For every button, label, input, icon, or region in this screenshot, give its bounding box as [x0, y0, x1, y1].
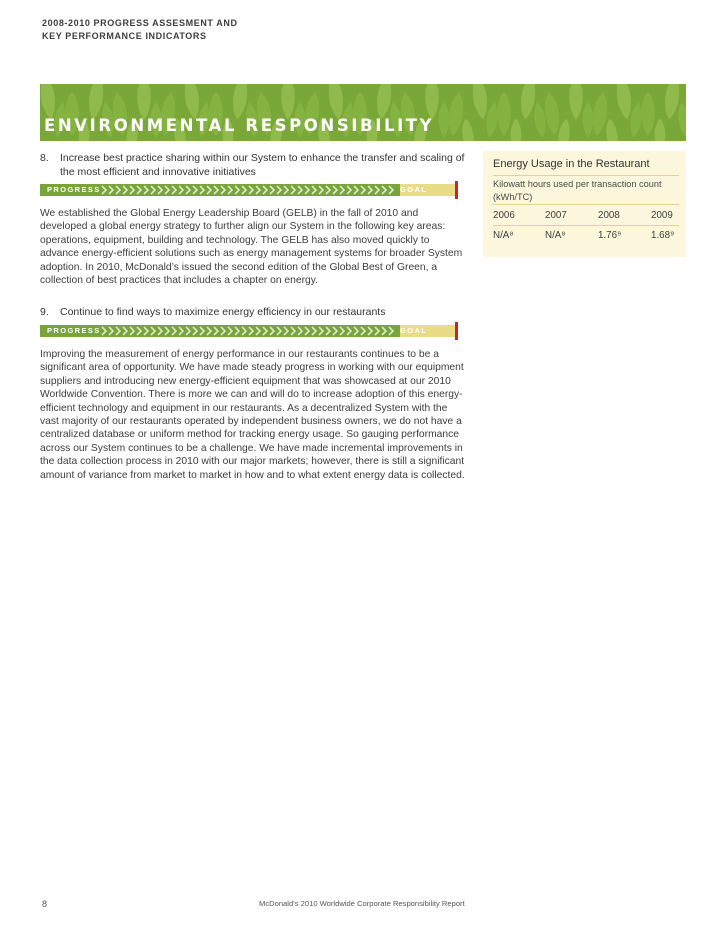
goal-9-title — [40, 305, 470, 319]
chevron-mark — [235, 327, 239, 335]
chevron-mark — [151, 327, 155, 335]
year-cell: 2008 — [598, 210, 620, 221]
leaf-mark — [655, 118, 666, 141]
chevron-mark — [179, 327, 183, 335]
value-cell: N/A⁸ — [545, 230, 566, 241]
leaf-mark — [281, 84, 295, 120]
chevron-mark — [340, 186, 344, 194]
goal-9-number: 9. — [40, 306, 49, 318]
chevron-mark — [291, 327, 295, 335]
chevron-mark — [361, 186, 365, 194]
chevron-mark — [298, 327, 302, 335]
leaf-mark — [460, 118, 476, 141]
year-cell: 2006 — [493, 210, 515, 221]
chevron-mark — [221, 186, 225, 194]
leaf-mark — [676, 102, 686, 138]
leaf-mark — [569, 84, 583, 120]
chevron-mark — [305, 327, 309, 335]
chevron-mark — [291, 186, 295, 194]
chevron-pattern-icon — [40, 184, 458, 196]
chevron-mark — [228, 186, 232, 194]
chevron-mark — [151, 186, 155, 194]
chevron-mark — [284, 327, 288, 335]
goal-8-progress-marker — [455, 181, 458, 199]
chevron-mark — [137, 327, 141, 335]
chevron-mark — [375, 186, 379, 194]
chevron-mark — [256, 327, 260, 335]
sidebar-subtitle: Kilowatt hours used per transaction count (kWh/TC) — [493, 179, 662, 202]
chevron-mark — [242, 327, 246, 335]
chevron-mark — [165, 327, 169, 335]
chevron-mark — [382, 186, 386, 194]
value-cell: 1.68⁹ — [651, 230, 675, 241]
goal-8-number: 8. — [40, 152, 49, 164]
leaf-mark — [614, 84, 633, 121]
chevron-mark — [263, 327, 267, 335]
chevron-mark — [319, 186, 323, 194]
chevron-mark — [284, 186, 288, 194]
chevron-mark — [277, 186, 281, 194]
chevron-mark — [249, 186, 253, 194]
chevron-mark — [382, 327, 386, 335]
chevron-mark — [263, 186, 267, 194]
leaf-mark — [137, 84, 151, 120]
chevron-mark — [172, 327, 176, 335]
goal-8-progress-bar — [40, 184, 458, 204]
leaf-mark — [425, 84, 439, 120]
chevron-mark — [249, 327, 253, 335]
chevron-mark — [109, 327, 113, 335]
value-cell: 1.76⁹ — [598, 230, 622, 241]
year-cell: 2007 — [545, 210, 567, 221]
goal-9-progress-bar — [40, 325, 458, 345]
leaf-mark — [511, 118, 522, 141]
sidebar-divider — [493, 225, 679, 226]
chevron-mark — [242, 186, 246, 194]
value-cell: N/A⁸ — [493, 230, 514, 241]
chevron-mark — [389, 327, 393, 335]
chevron-mark — [123, 327, 127, 335]
goal-8-title — [40, 151, 470, 179]
chevron-mark — [375, 327, 379, 335]
chevron-mark — [361, 327, 365, 335]
chevron-mark — [214, 327, 218, 335]
goal-8-progress-label: PROGRESS — [47, 185, 101, 194]
chevron-mark — [179, 186, 183, 194]
goal-9-progress-marker — [455, 322, 458, 340]
chevron-mark — [158, 186, 162, 194]
chevron-mark — [165, 186, 169, 194]
goal-8-text: Increase best practice sharing within our System to enhance the transfer and scaling of the most efficient and innovative initiatives — [60, 152, 465, 178]
year-cell: 2009 — [651, 210, 673, 221]
goal-9-goal-zone — [400, 325, 458, 345]
sidebar-divider — [493, 204, 679, 205]
header-line-2: KEY PERFORMANCE INDICATORS — [42, 31, 207, 41]
chevron-mark — [277, 327, 281, 335]
chevron-mark — [256, 186, 260, 194]
chevron-mark — [340, 327, 344, 335]
chevron-mark — [270, 327, 274, 335]
chevron-mark — [116, 327, 120, 335]
chevron-mark — [354, 186, 358, 194]
leaf-mark — [542, 91, 561, 136]
chevron-mark — [102, 327, 106, 335]
leaf-mark — [641, 92, 655, 136]
chevron-mark — [319, 327, 323, 335]
goal-8-goal-label: GOAL MET — [400, 185, 428, 204]
chevron-mark — [312, 186, 316, 194]
chevron-mark — [235, 186, 239, 194]
chevron-mark — [123, 186, 127, 194]
chevron-mark — [116, 186, 120, 194]
chevron-mark — [228, 327, 232, 335]
chevron-mark — [368, 186, 372, 194]
chevron-mark — [130, 327, 134, 335]
goal-8-body: We established the Global Energy Leadership Board (GELB) in the fall of 2010 and developed a global energy strategy to further align our System in the following key areas: operations, equipment, building and technology. The GELB has also moved quickly to advance energy-efficient solutions such as energy management systems for broader System adoption. In 2010, McDonald’s issued the second edition of the Global Best of Green, a collection of best practices that includes a chapter on energy. — [40, 208, 463, 287]
chevron-mark — [109, 186, 113, 194]
sidebar-divider — [493, 175, 679, 176]
chevron-mark — [200, 327, 204, 335]
chevron-mark — [186, 327, 190, 335]
chevron-mark — [221, 327, 225, 335]
chevron-mark — [207, 186, 211, 194]
chevron-mark — [347, 186, 351, 194]
chevron-mark — [270, 186, 274, 194]
leaf-mark — [604, 118, 620, 141]
chevron-mark — [312, 327, 316, 335]
section-banner — [40, 84, 686, 141]
energy-usage-sidebar — [483, 151, 686, 257]
chevron-mark — [200, 186, 204, 194]
chevron-mark — [158, 327, 162, 335]
sidebar-title: Energy Usage in the Restaurant — [493, 158, 650, 170]
goal-9-body: Improving the measurement of energy performance in our restaurants continues to be a significant area of opportunity. We have made steady progress in working with our equipment suppliers and introducing new energy-efficient equipment that was showcased at our 2010 Worldwide Convention. There is more we can and will do to increase adoption of this energy-efficient technology and equipment in our restaurants. As a decentralized System with the vast majority of our restaurants operated by independent business owners, we do not have a centralized database or uniform method for tracking energy usage. So gauging performance across our System continues to be a challenge. We have made incremental improvements in the data collection process in 2010 with our major markets; however, there is still a significant amount of variance from market to market in how and to what extent energy data is collected. — [40, 349, 465, 481]
chevron-mark — [298, 186, 302, 194]
header-line-1: 2008-2010 PROGRESS ASSESMENT AND — [42, 18, 238, 28]
chevron-mark — [368, 327, 372, 335]
goal-8-goal-zone — [400, 184, 458, 204]
chevron-mark — [333, 186, 337, 194]
chevron-mark — [326, 186, 330, 194]
chevron-mark — [389, 186, 393, 194]
goal-9-progress-label: PROGRESS — [47, 326, 101, 335]
goal-9-text: Continue to find ways to maximize energy efficiency in our restaurants — [60, 306, 386, 318]
chevron-mark — [207, 327, 211, 335]
goal-9-goal-label: GOAL MET — [400, 326, 428, 345]
leaf-mark — [439, 102, 450, 137]
chevron-mark — [214, 186, 218, 194]
report-section-header — [42, 17, 238, 43]
leaf-mark — [497, 92, 511, 136]
chevron-mark — [305, 186, 309, 194]
section-title: ENVIRONMENTAL RESPONSIBILITY — [44, 116, 435, 135]
chevron-mark — [102, 186, 106, 194]
leaf-mark — [583, 102, 594, 137]
chevron-mark — [130, 186, 134, 194]
chevron-mark — [326, 327, 330, 335]
chevron-mark — [347, 327, 351, 335]
chevron-mark — [193, 186, 197, 194]
chevron-mark — [172, 186, 176, 194]
page-number: 8 — [42, 899, 48, 909]
chevron-mark — [144, 186, 148, 194]
chevron-mark — [193, 327, 197, 335]
footer-report-title: McDonald’s 2010 Worldwide Corporate Responsibility Report — [259, 899, 465, 908]
chevron-mark — [354, 327, 358, 335]
chevron-pattern-icon — [40, 325, 458, 337]
chevron-mark — [333, 327, 337, 335]
chevron-mark — [186, 186, 190, 194]
chevron-mark — [137, 186, 141, 194]
chevron-mark — [144, 327, 148, 335]
leaf-mark — [470, 84, 489, 121]
